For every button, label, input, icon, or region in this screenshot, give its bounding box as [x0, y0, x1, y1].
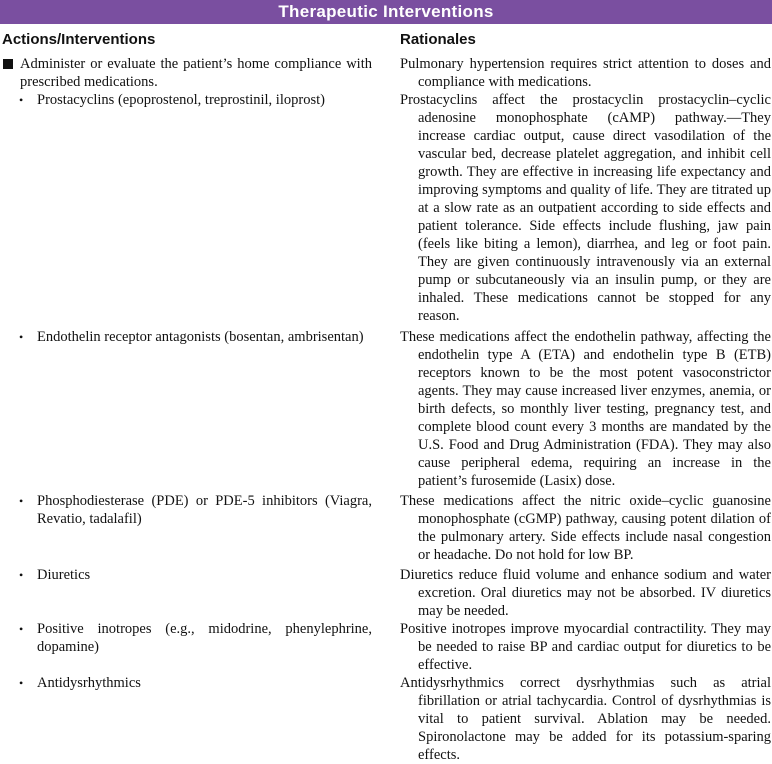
rationale-text: These medications affect the endothelin pathway, affecting the endothelin type A (ETA) and endothelin type B (ETB) receptors known to be the most potent vasoconstrictor agents. They may cause increased liver enzymes, anemia, or birth defects, so monthly liver testing, pregnancy test, and complete blood count every 3 months are mandated by the U.S. Food and Drug Administration (FDA). They may also cause peripheral edema, requiring an increase in the patient’s furosemide (Lasix) dose. — [400, 329, 771, 489]
action-text: Positive inotropes (e.g., midodrine, phenylephrine, dopamine) — [37, 621, 372, 655]
action-text: Diuretics — [37, 567, 91, 583]
action-text: Phosphodiesterase (PDE) or PDE-5 inhibitors (Viagra, Revatio, tadalafil) — [37, 493, 372, 527]
square-bullet-icon — [3, 59, 13, 69]
action-text: Prostacyclins (epoprostenol, treprostinil, iloprost) — [37, 92, 325, 108]
bullet-dot-icon: • — [19, 622, 24, 636]
bullet-dot-icon: • — [19, 676, 24, 690]
bullet-dot-icon: • — [19, 494, 24, 508]
bullet-dot-icon: • — [19, 330, 24, 344]
actions-column-header: Actions/Interventions — [2, 31, 156, 48]
bullet-dot-icon: • — [19, 568, 24, 582]
bullet-dot-icon: • — [19, 93, 24, 107]
action-text: Endothelin receptor antagonists (bosentan, ambrisentan) — [37, 329, 364, 345]
action-text: Antidysrhythmics — [37, 675, 141, 691]
rationale-text: Pulmonary hypertension requires strict attention to doses and compliance with medications. — [400, 56, 771, 90]
rationale-text: Positive inotropes improve myocardial contractility. They may be needed to raise BP and cardiac output for diuretics to be effective. — [400, 621, 771, 673]
rationale-text: Diuretics reduce fluid volume and enhance sodium and water excretion. Oral diuretics may not be absorbed. IV diuretics may be needed. — [400, 567, 771, 619]
section-title: Therapeutic Interventions — [0, 0, 772, 24]
rationale-text: These medications affect the nitric oxide–cyclic guanosine monophosphate (cGMP) pathway, causing potent dilation of the pulmonary artery. Side effects include nasal congestion or headache. Do not hold for low BP. — [400, 493, 771, 563]
rationale-text: Antidysrhythmics correct dysrhythmias such as atrial fibrillation or atrial tachycardia. Control of dysrhythmias is vital to patient survival. Ablation may be needed. Spironolactone may be added for its potassium-sparing effects. — [400, 675, 771, 763]
action-text: Administer or evaluate the patient’s home compliance with prescribed medications. — [20, 56, 372, 90]
rationale-text: Prostacyclins affect the prostacyclin prostacyclin–cyclic adenosine monophosphate (cAMP) pathway.—They increase cardiac output, cause direct vasodilation of the vascular bed, decrease platelet aggregation, and inhibit cell growth. They are effective in increasing life expectancy and improving symptoms and quality of life. They are titrated up at a slow rate as an outpatient according to side effects and patient tolerance. Side effects include flushing, jaw pain (feels like biting a lemon), diarrhea, and leg or foot pain. They are given continuously intravenously via an external pump or subcutaneously via an insulin pump, or they are inhaled. These medications cannot be stopped for any reason. — [400, 92, 771, 324]
rationales-column-header: Rationales — [400, 31, 476, 48]
